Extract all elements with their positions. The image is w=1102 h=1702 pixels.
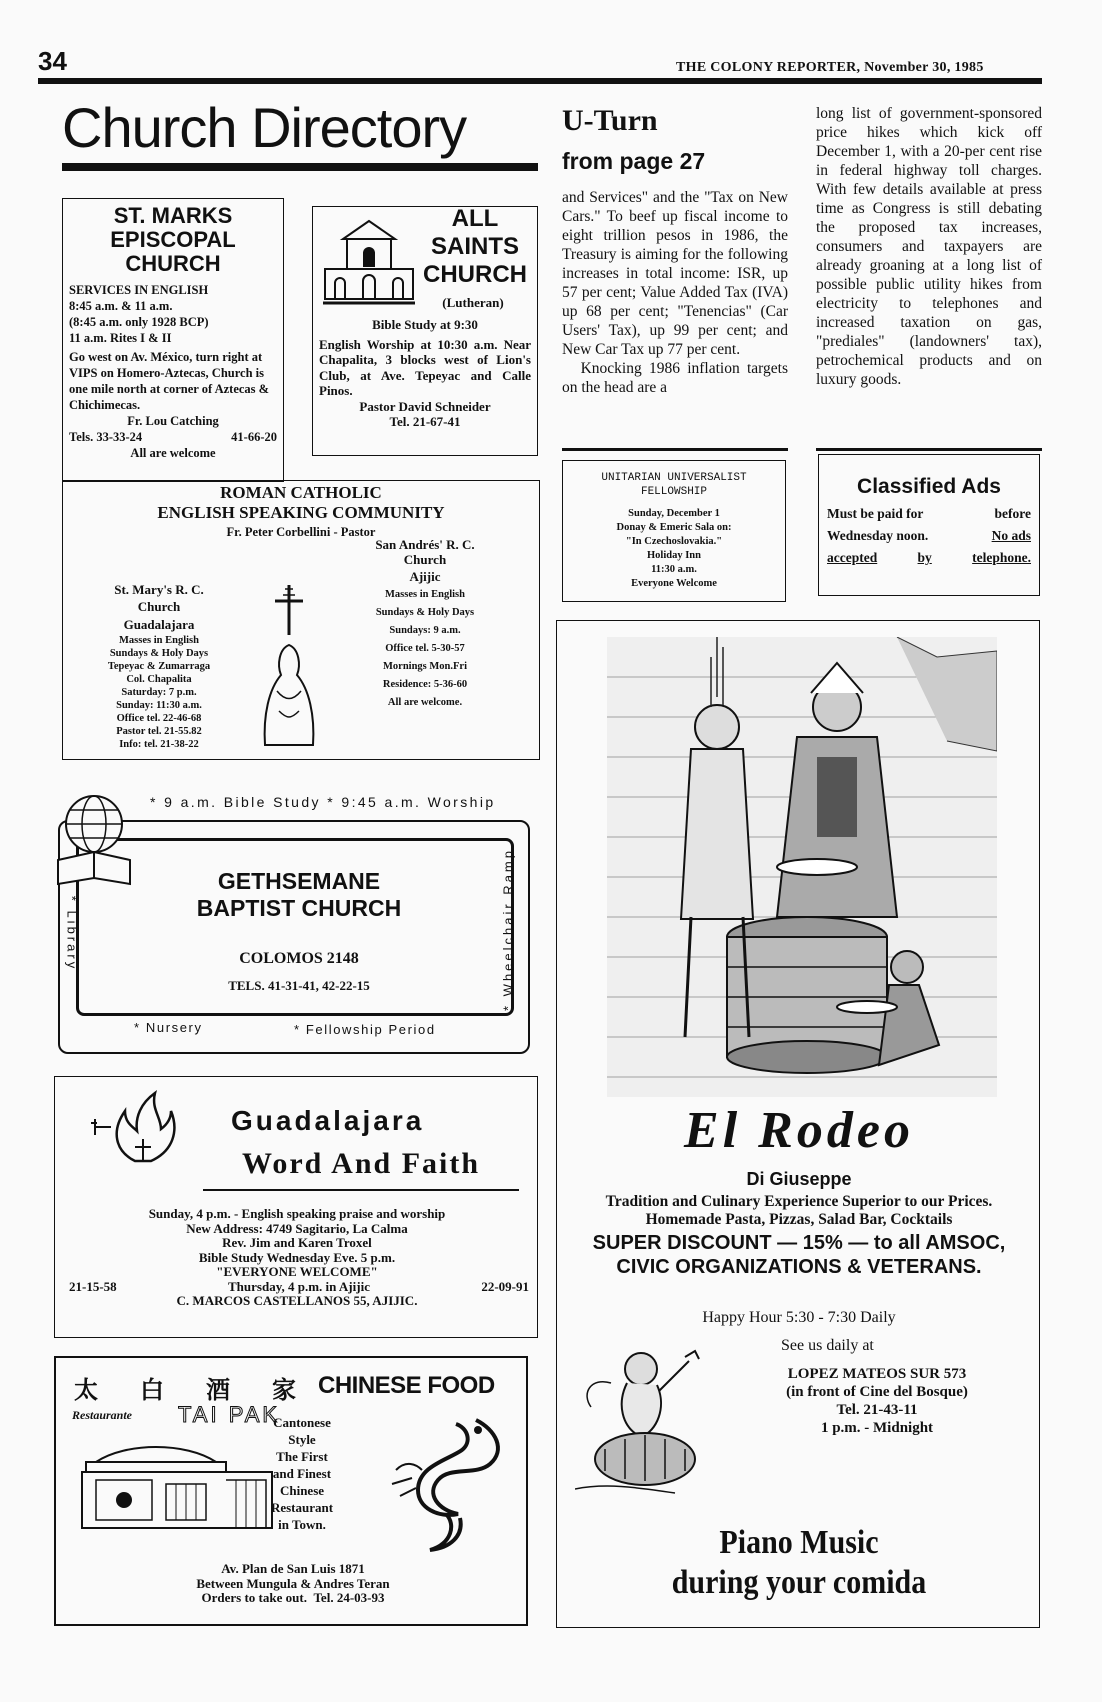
unitarian-box [562, 460, 786, 602]
waf-line-3: Rev. Jim and Karen Troxel [222, 1235, 372, 1250]
tai-pak-desc-line: Restaurant [270, 1500, 334, 1515]
waf-city: Guadalajara [231, 1105, 425, 1136]
cherub-barrel-illustration [575, 1339, 725, 1499]
tai-pak-desc-line: and Finest [272, 1466, 332, 1481]
tai-pak-description [252, 1414, 352, 1533]
classified-box [818, 454, 1040, 596]
tai-pak-heading: CHINESE FOOD [318, 1372, 495, 1399]
gethsemane-name-2: BAPTIST CHURCH [196, 895, 402, 921]
gethsemane-name-1: GETHSEMANE [217, 868, 381, 894]
gethsemane-library: * Library [64, 895, 80, 972]
rc-right-line: All are welcome. [387, 697, 463, 708]
el-rodeo-happy-hour: Happy Hour 5:30 - 7:30 Daily [702, 1309, 896, 1326]
unitarian-line-8: Everyone Welcome [631, 578, 717, 589]
all-saints-name-2: SAINTS [430, 233, 519, 260]
rc-right-line: Ajijic [409, 569, 441, 584]
word-and-faith-box [54, 1076, 538, 1338]
masthead-rule [38, 78, 1042, 84]
tai-pak-desc-line: Style [288, 1432, 316, 1447]
st-marks-bcp: (8:45 a.m. only 1928 BCP) [69, 315, 209, 329]
rc-heading-1: ROMAN CATHOLIC [220, 483, 382, 502]
st-marks-box [62, 198, 284, 482]
all-saints-name-1: ALL [451, 205, 499, 232]
unitarian-line-4: Donay & Emeric Sala on: [616, 522, 732, 533]
dragon-icon [376, 1410, 516, 1560]
all-saints-denomination: (Lutheran) [442, 295, 504, 310]
tai-pak-orders: Orders to take out. [201, 1590, 307, 1605]
u-turn-jump: from page 27 [562, 148, 706, 174]
tai-pak-restaurant-word: Restaurante [72, 1408, 133, 1422]
rc-left-line: Tepeyac & Zumarraga [107, 661, 211, 672]
el-rodeo-box [556, 620, 1040, 1628]
gethsemane-address: COLOMOS 2148 [239, 950, 359, 967]
u-turn-column-1 [562, 188, 788, 397]
tai-pak-chinese-chars: 太 白 酒 家 [74, 1378, 314, 1404]
u-turn-col1-p2: Knocking 1986 inflation targets on the head are a [562, 360, 788, 396]
rc-heading-2: ENGLISH SPEAKING COMMUNITY [157, 503, 445, 522]
rc-right-line: Office tel. 5-30-57 [385, 643, 465, 654]
page-number: 34 [38, 46, 67, 76]
st-marks-name-3: CHURCH [125, 251, 221, 276]
rc-left-column [69, 581, 249, 751]
el-rodeo-tradition: Tradition and Culinary Experience Superior to our Prices. Homemade Pasta, Pizzas, Salad Bar, Cocktails [605, 1193, 993, 1228]
gethsemane-ramp: * Wheelchair Ramp [500, 848, 516, 1011]
classified-line-1a: Must be paid for [827, 506, 924, 521]
waf-title: Word And Faith [241, 1147, 481, 1180]
waf-line-5: "EVERYONE WELCOME" [216, 1264, 378, 1279]
el-rodeo-address-1: LOPEZ MATEOS SUR 573 [787, 1366, 967, 1382]
publication-line: THE COLONY REPORTER, November 30, 1985 [676, 60, 984, 75]
waf-line-4: Bible Study Wednesday Eve. 5 p.m. [198, 1249, 396, 1265]
unitarian-line-5: "In Czechoslovakia." [625, 536, 723, 547]
rc-right-line: Church [403, 552, 447, 567]
rc-left-line: Office tel. 22-46-68 [116, 713, 202, 724]
tai-pak-desc-line: Cantonese [273, 1415, 331, 1430]
rc-left-line: Col. Chapalita [126, 674, 192, 685]
st-marks-name-2: EPISCOPAL [110, 227, 236, 252]
unitarian-line-1: UNITARIAN UNIVERSALIST [601, 472, 747, 484]
st-marks-tels-other: 41-66-20 [231, 430, 277, 444]
church-building-icon [323, 219, 415, 305]
unitarian-line-3: Sunday, December 1 [628, 508, 720, 519]
gethsemane-tels: TELS. 41-31-41, 42-22-15 [228, 978, 370, 993]
el-rodeo-address-2: (in front of Cine del Bosque) [786, 1384, 968, 1400]
rc-right-column [325, 537, 525, 712]
all-saints-box [312, 206, 538, 456]
rc-pastor: Fr. Peter Corbellini - Pastor [226, 525, 376, 539]
gethsemane-ad [54, 790, 534, 1056]
el-rodeo-sub: Di Giuseppe [746, 1169, 852, 1189]
rc-right-line: Sundays & Holy Days [375, 607, 475, 618]
classified-line-3a: accepted [827, 550, 878, 565]
all-saints-tel: Tel. 21-67-41 [389, 414, 461, 429]
tai-pak-desc-line: The First [276, 1449, 328, 1464]
el-rodeo-name: El Rodeo [684, 1102, 914, 1159]
gethsemane-fellowship: * Fellowship Period [294, 1022, 436, 1037]
rc-left-line: St. Mary's R. C. [114, 582, 204, 597]
waf-line-2: New Address: 4749 Sagitario, La Calma [186, 1220, 408, 1236]
heading-rule [62, 163, 538, 171]
waf-phone-left: 21-15-58 [69, 1278, 117, 1294]
el-rodeo-discount: SUPER DISCOUNT — 15% — to all AMSOC, CIVIC ORGANIZATIONS & VETERANS. [592, 1232, 1006, 1278]
el-rodeo-piano-1: Piano Music [719, 1523, 879, 1561]
waf-line-7: C. MARCOS CASTELLANOS 55, AJIJIC. [176, 1293, 418, 1308]
st-marks-priest: Fr. Lou Catching [127, 414, 219, 428]
tai-pak-desc-line: Chinese [279, 1483, 325, 1498]
el-rodeo-see-us: See us daily at [781, 1337, 874, 1354]
rc-left-line: Saturday: 7 p.m. [121, 687, 197, 698]
u-turn-column-2: long list of government-sponsored price hikes which kick off December 1, with a 20-per cent rise in federal highway toll charges. With few details available at press time as Congress is still debating the proposed tax increases, consumers and taxpayers are already groaning at a long list of possible public utility hikes from electricity to telephones and increased taxation on gas, "prediales" (landowners' tax), petrochemical products and on luxury goods. [816, 105, 1042, 388]
classified-heading: Classified Ads [857, 475, 1001, 498]
rc-left-line: Sunday: 11:30 a.m. [116, 700, 202, 711]
tai-pak-tel: Tel. 24-03-93 [313, 1590, 385, 1605]
waf-line-1: Sunday, 4 p.m. - English speaking praise and worship [148, 1206, 446, 1221]
unitarian-line-6: Holiday Inn [647, 550, 701, 561]
roman-catholic-box [62, 480, 540, 760]
waf-line-6: Thursday, 4 p.m. in Ajijic [228, 1278, 370, 1294]
all-saints-bible-study: Bible Study at 9:30 [372, 317, 478, 332]
rc-right-line: Mornings Mon.Fri [383, 661, 467, 672]
tai-pak-address-2: Between Mungula & Andres Teran [196, 1575, 390, 1591]
classified-line-3c: telephone. [972, 550, 1031, 565]
rc-left-line: Church [137, 599, 181, 614]
unitarian-line-7: 11:30 a.m. [651, 564, 697, 575]
rc-right-line: Residence: 5-36-60 [382, 679, 468, 690]
classified-line-3b: by [917, 550, 932, 565]
pasta-engraving-illustration [607, 637, 997, 1097]
st-marks-name-1: ST. MARKS [113, 203, 233, 228]
church-directory-heading: Church Directory [62, 96, 467, 159]
u-turn-headline: U-Turn [562, 104, 658, 137]
all-saints-name-3: CHURCH [423, 261, 527, 288]
rc-left-line: Sundays & Holy Days [109, 648, 209, 659]
all-saints-details: English Worship at 10:30 a.m. Near Chapalita, 3 blocks west of Lion's Club, at Ave. Tepeyac and Calle Pinos. [319, 336, 531, 398]
classified-line-2a: Wednesday noon. [827, 528, 929, 543]
tai-pak-box [54, 1356, 528, 1626]
el-rodeo-hours: 1 p.m. - Midnight [820, 1420, 934, 1436]
st-marks-directions: Go west on Av. México, turn right at VIPS on Homero-Aztecas, Church is one mile north at corner of Aztecas & Chichimecas. [69, 350, 270, 412]
rc-left-line: Masses in English [119, 635, 199, 646]
dove-flame-icon [85, 1087, 195, 1171]
classified-line-1b: before [994, 506, 1031, 521]
rc-right-line: Masses in English [385, 589, 465, 600]
all-saints-pastor: Pastor David Schneider [359, 398, 491, 414]
st-marks-times: 8:45 a.m. & 11 a.m. [69, 299, 173, 313]
st-marks-rites: 11 a.m. Rites I & II [69, 331, 172, 345]
u-turn-col1-text: and Services" and the "Tax on New Cars." To beef up fiscal income to eight trillion pesos in 1986, the Treasury is aiming for the following increases in total income: ISR, up 57 per cent; Value Added Tax (IVA) up 68 per cent; "Tenencias" (Car Users' Tax), up 99 per cent; and New Car Tax up 77 per cent. [562, 189, 788, 358]
rc-right-line: Sundays: 9 a.m. [389, 625, 461, 636]
st-marks-services: SERVICES IN ENGLISH [69, 283, 209, 297]
waf-phone-right: 22-09-91 [481, 1278, 529, 1294]
st-marks-tels: Tels. 33-33-24 [69, 430, 143, 444]
st-marks-welcome: All are welcome [130, 446, 216, 460]
crucifix-madonna-icon [259, 581, 319, 751]
rc-left-line: Guadalajara [123, 617, 195, 632]
unitarian-line-2: FELLOWSHIP [640, 486, 707, 498]
rc-right-line: San Andrés' R. C. [375, 537, 475, 552]
el-rodeo-tel: Tel. 21-43-11 [836, 1402, 918, 1418]
tai-pak-address-1: Av. Plan de San Luis 1871 [221, 1561, 365, 1576]
gethsemane-top-line: * 9 a.m. Bible Study * 9:45 a.m. Worship [150, 794, 496, 810]
el-rodeo-piano-2: during your comida [671, 1563, 927, 1601]
classified-line-2b: No ads [991, 528, 1031, 543]
rc-left-line: Pastor tel. 21-55.82 [116, 726, 202, 737]
tai-pak-name: TAI PAK [178, 1402, 281, 1427]
tai-pak-desc-line: in Town. [278, 1517, 326, 1532]
gethsemane-nursery: * Nursery [134, 1020, 203, 1035]
rc-left-line: Info: tel. 21-38-22 [119, 739, 199, 750]
